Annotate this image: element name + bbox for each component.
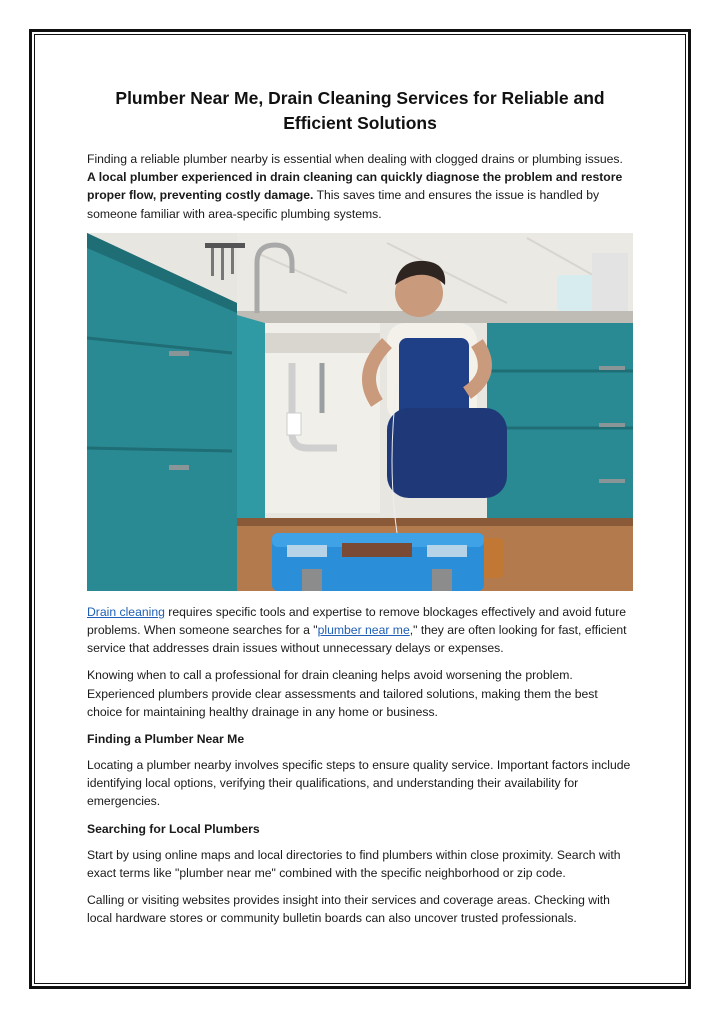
calling-paragraph: Calling or visiting websites provides insight into their services and coverage areas. Checking with local hardware stores or community bulletin boards can also uncover trusted professionals. (87, 893, 610, 926)
professional-paragraph: Knowing when to call a professional for drain cleaning helps avoid worsening the problem. Experienced plumbers provide clear assessments and tailored solutions, making them the best choice for maintaining healthy drainage in any home or business. (87, 668, 598, 719)
document-body (87, 86, 633, 936)
intro-paragraph (87, 150, 633, 223)
intro-text-after: This saves time and ensures the issue is handled by someone familiar with area-specific plumbing systems. (87, 188, 600, 221)
locating-paragraph: Locating a plumber nearby involves specific steps to ensure quality service. Important factors include identifying local options, verifying their qualifications, and understanding their availability for emergencies. (87, 758, 631, 809)
para2-text1: requires specific tools and expertise to remove blockages effectively and avoid future problems. When someone searches for a " (87, 604, 627, 638)
drain-cleaning-paragraph (87, 603, 633, 658)
online-maps-paragraph: Start by using online maps and local directories to find plumbers within close proximity. Search with exact terms like "plumber near me" combined with the specific neighborhood or zip code. (87, 847, 621, 880)
intro-text-before: Finding a reliable plumber nearby is essential when dealing with clogged drains or plumbing issues. (87, 152, 623, 166)
plumber-photo (87, 233, 633, 591)
plumber-near-me-link[interactable]: plumber near me (317, 623, 410, 638)
page-title: Plumber Near Me, Drain Cleaning Services for Reliable and Efficient Solutions (115, 88, 605, 133)
intro-bold-text: A local plumber experienced in drain cleaning can quickly diagnose the problem and restore proper flow, preventing costly damage. (87, 170, 623, 203)
para2-text2: ," they are often looking for fast, efficient service that addresses drain issues without unnecessary delays or expenses. (87, 623, 627, 656)
section-heading-searching: Searching for Local Plumbers (87, 821, 260, 836)
drain-cleaning-link[interactable]: Drain cleaning (87, 604, 165, 619)
section-heading-finding: Finding a Plumber Near Me (87, 732, 245, 747)
